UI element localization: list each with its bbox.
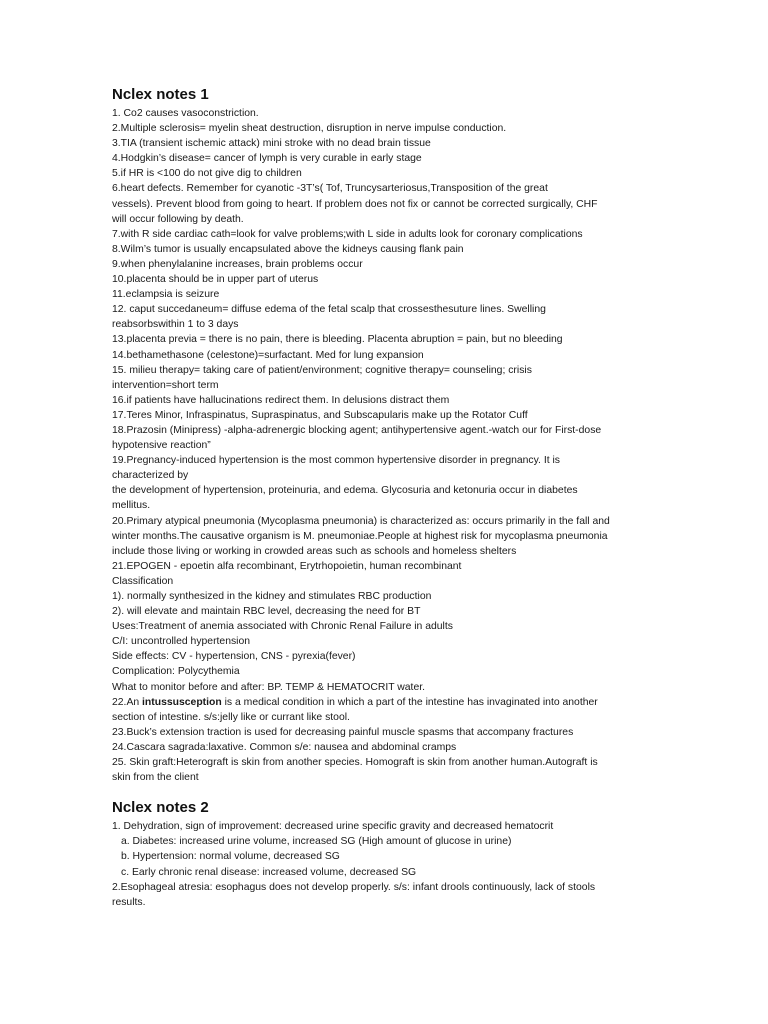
- notes-section: [112, 86, 662, 785]
- note-line: 8.Wilm’s tumor is usually encapsulated above the kidneys causing flank pain: [112, 243, 464, 255]
- note-line: 2.Multiple sclerosis= myelin sheat destruction, disruption in nerve impulse conduction.: [112, 123, 507, 135]
- note-line: characterized by: [112, 470, 189, 482]
- note-line: mellitus.: [112, 500, 151, 512]
- note-line: 18.Prazosin (Minipress) -alpha-adrenergic blocking agent; antihypertensive agent.-watch our for First-dose: [112, 424, 602, 436]
- note-line: Classification: [112, 575, 174, 587]
- note-line: a. Diabetes: increased urine volume, increased SG (High amount of glucose in urine): [121, 836, 512, 848]
- note-line: 11.eclampsia is seizure: [112, 289, 220, 301]
- note-line: 1. Co2 causes vasoconstriction.: [112, 108, 259, 119]
- note-line: 4.Hodgkin’s disease= cancer of lymph is very curable in early stage: [112, 153, 422, 165]
- notes-section: [112, 799, 662, 910]
- note-line: 23.Buck’s extension traction is used for decreasing painful muscle spasms that accompany fractures: [112, 726, 574, 738]
- note-text: 22.An: [112, 696, 143, 708]
- note-line: [112, 695, 662, 710]
- note-line: Uses:Treatment of anemia associated with Chronic Renal Failure in adults: [112, 621, 453, 633]
- note-line: winter months.The causative organism is M. pneumoniae.People at highest risk for mycoplasma pneumonia: [112, 530, 608, 542]
- note-line: skin from the client: [112, 772, 199, 784]
- bold-term: intussusception: [142, 696, 222, 708]
- note-line: 24.Cascara sagrada:laxative. Common s/e: nausea and abdominal cramps: [112, 741, 457, 753]
- note-line: C/I: uncontrolled hypertension: [112, 636, 251, 648]
- note-line: 3.TIA (transient ischemic attack) mini stroke with no dead brain tissue: [112, 138, 431, 150]
- note-line: c. Early chronic renal disease: increased volume, decreased SG: [121, 866, 417, 878]
- note-line: 6.heart defects. Remember for cyanotic -3T’s( Tof, Truncysarteriosus,Transposition of the great: [112, 183, 548, 195]
- note-line: 21.EPOGEN - epoetin alfa recombinant, Erytrhopoietin, human recombinant: [112, 560, 462, 572]
- section-title: Nclex notes 2: [112, 799, 209, 817]
- note-line: 5.if HR is <100 do not give dig to children: [112, 168, 302, 180]
- note-line: 1. Dehydration, sign of improvement: decreased urine specific gravity and decreased hematocrit: [112, 821, 554, 833]
- note-line: reabsorbswithin 1 to 3 days: [112, 319, 239, 331]
- note-line: 10.placenta should be in upper part of uterus: [112, 274, 319, 286]
- note-line: section of intestine. s/s:jelly like or currant like stool.: [112, 711, 350, 723]
- note-line: 16.if patients have hallucinations redirect them. In delusions distract them: [112, 394, 450, 406]
- note-line: include those living or working in crowded areas such as schools and homeless shelters: [112, 545, 517, 557]
- note-line: b. Hypertension: normal volume, decreased SG: [121, 851, 340, 863]
- note-line: will occur following by death.: [112, 213, 244, 225]
- note-line: 20.Primary atypical pneumonia (Mycoplasma pneumonia) is characterized as: occurs primarily in the fall and: [112, 515, 610, 527]
- note-line: Side effects: CV - hypertension, CNS - pyrexia(fever): [112, 651, 356, 663]
- note-line: 7.with R side cardiac cath=look for valve problems;with L side in adults look for coronary complications: [112, 228, 583, 240]
- note-line: results.: [112, 896, 146, 908]
- note-line: 1). normally synthesized in the kidney and stimulates RBC production: [112, 591, 432, 602]
- note-line: 2.Esophageal atresia: esophagus does not develop properly. s/s: infant drools continuously, lack of stools: [112, 881, 596, 893]
- section-title: Nclex notes 1: [112, 86, 209, 103]
- note-line: 25. Skin graft:Heterograft is skin from another species. Homograft is skin from another human.Autograft is: [112, 757, 598, 769]
- note-line: 9.when phenylalanine increases, brain problems occur: [112, 258, 363, 270]
- note-line: 14.bethamethasone (celestone)=surfactant. Med for lung expansion: [112, 349, 424, 361]
- note-line: Complication: Polycythemia: [112, 666, 240, 678]
- note-line: 15. milieu therapy= taking care of patient/environment; cognitive therapy= counseling; crisis: [112, 364, 532, 376]
- note-line: 12. caput succedaneum= diffuse edema of the fetal scalp that crossesthesuture lines. Swelling: [112, 304, 546, 316]
- note-text: is a medical condition in which a part of the intestine has invaginated into another: [221, 696, 598, 708]
- note-line: the development of hypertension, proteinuria, and edema. Glycosuria and ketonuria occur in diabetes: [112, 485, 578, 497]
- note-line: intervention=short term: [112, 379, 219, 391]
- note-line: What to monitor before and after: BP. TEMP & HEMATOCRIT water.: [112, 681, 425, 693]
- document-page: [112, 86, 662, 910]
- note-line: vessels). Prevent blood from going to heart. If problem does not fix or cannot be corrected surgically, CHF: [112, 198, 598, 210]
- note-line: hypotensive reaction”: [112, 440, 211, 452]
- note-line: 17.Teres Minor, Infraspinatus, Supraspinatus, and Subscapularis make up the Rotator Cuff: [112, 409, 528, 421]
- note-line: 13.placenta previa = there is no pain, there is bleeding. Placenta abruption = pain, but no bleeding: [112, 334, 563, 346]
- note-line: 19.Pregnancy-induced hypertension is the most common hypertensive disorder in pregnancy. It is: [112, 455, 560, 467]
- note-line: 2). will elevate and maintain RBC level, decreasing the need for BT: [112, 606, 421, 618]
